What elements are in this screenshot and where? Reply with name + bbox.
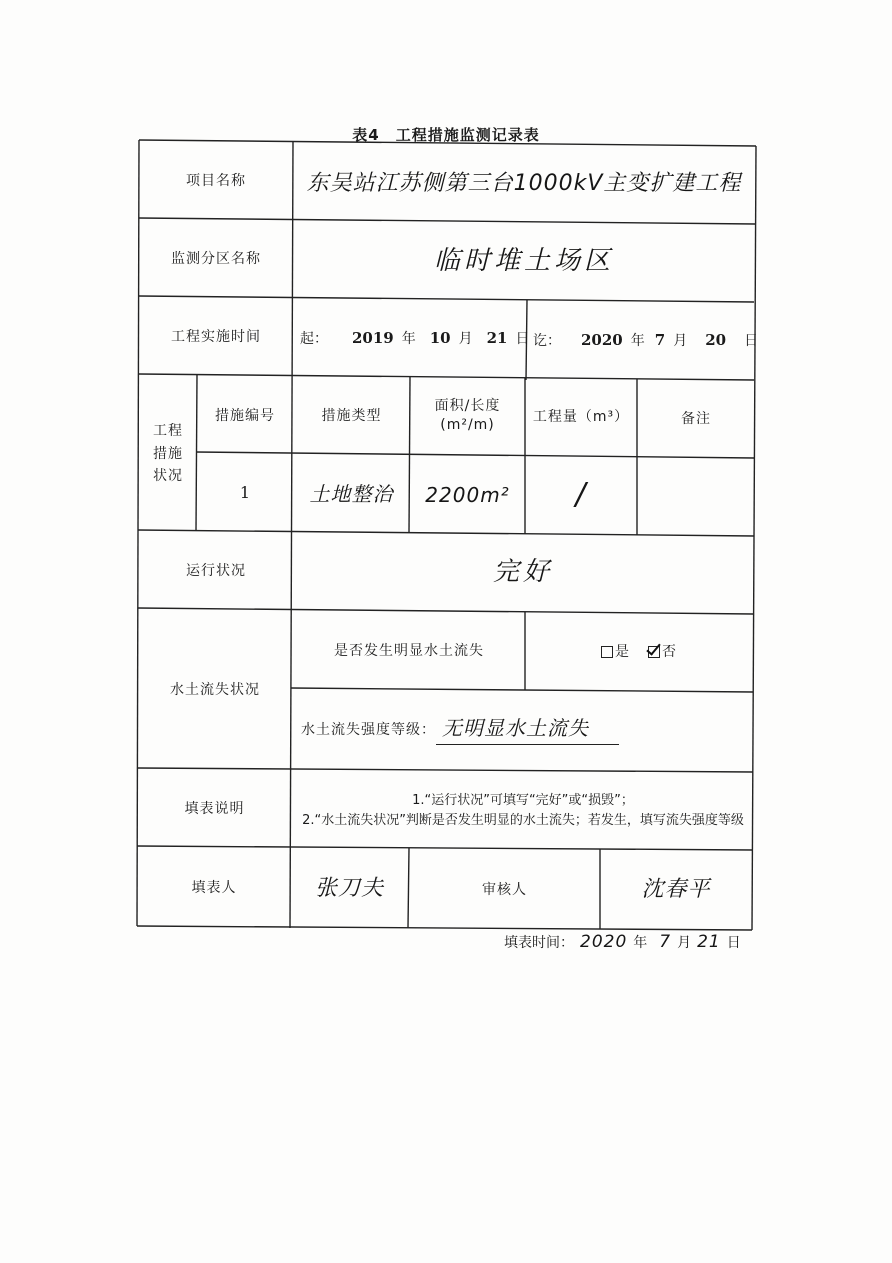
filler-signature: 张刀夫 [314,876,384,902]
project-label: 项目名称 [186,172,246,189]
period-end [533,330,758,350]
fill-time-year-unit: 年 [633,935,648,951]
measure-row-volume: / [575,476,587,512]
measures-header-note: 备注 [681,410,711,427]
erosion-label: 水土流失状况 [170,681,260,698]
operation-value: 完好 [492,557,553,588]
option-yes[interactable]: 是 [601,643,630,662]
measure-row-note [637,458,755,536]
month-unit: 月 [458,331,473,347]
zone-value: 临时堆土场区 [433,246,614,277]
measures-header-volume: 工程量（m³） [532,408,630,425]
period-end-year: 2020 [581,331,623,349]
yes-checkbox[interactable] [601,646,613,658]
project-value: 东吴站江苏侧第三台1000kV主变扩建工程 [306,171,742,197]
filler-label: 填表人 [191,879,237,896]
fill-time-year: 2020 [580,932,628,952]
period-start-year: 2019 [352,329,394,347]
period-end-month: 7 [654,331,666,349]
option-no[interactable]: 否 [648,643,677,662]
operation-label: 运行状况 [186,562,246,579]
reviewer-signature: 沈春平 [641,877,711,903]
measure-row-no: 1 [239,483,251,503]
erosion-answer [525,612,753,692]
period-start-prefix: 起： [300,331,328,347]
fill-time-month: 7 [659,932,672,952]
period-end-prefix: 讫： [533,333,561,349]
period-start-month: 10 [429,329,451,347]
erosion-question: 是否发生明显水土流失 [334,642,484,659]
fill-time-month-unit: 月 [677,935,692,951]
measures-header-type: 措施类型 [321,407,382,424]
day-unit: 日 [515,331,530,347]
measures-header-area: 面积/长度 (m²/m) [434,398,501,433]
fill-time-label: 填表时间： [504,935,574,951]
month-unit: 月 [673,333,688,349]
fill-time-day-unit: 日 [726,935,741,951]
erosion-intensity [293,690,753,770]
zone-label: 监测分区名称 [171,250,261,267]
period-start-day: 21 [486,329,508,347]
fill-time [504,932,741,952]
intensity-value: 无明显水土流失 [436,715,619,745]
measure-row-type: 土地整治 [309,481,394,506]
measures-group-label: 工程措施状况 [153,423,183,485]
no-checkbox[interactable] [648,646,660,658]
reviewer-label: 审核人 [482,881,527,898]
period-label: 工程实施时间 [171,328,261,345]
fill-time-day: 21 [697,932,721,952]
page-title: 表4 工程措施监测记录表 [352,126,540,144]
day-unit: 日 [744,333,759,349]
instructions-text: 1.“运行状况”可填写“完好”或“损毁”； 2.“水土流失状况”判断是否发生明显的水土流失；若发生，填写流失强度等级 [302,792,744,828]
year-unit: 年 [401,331,416,347]
period-end-day: 20 [705,331,727,349]
measure-row-area: 2200m² [425,482,510,507]
intensity-label: 水土流失强度等级： [301,721,436,738]
instructions-label: 填表说明 [184,800,245,817]
period-start [300,328,530,348]
measures-header-no: 措施编号 [215,407,275,424]
year-unit: 年 [630,333,645,349]
